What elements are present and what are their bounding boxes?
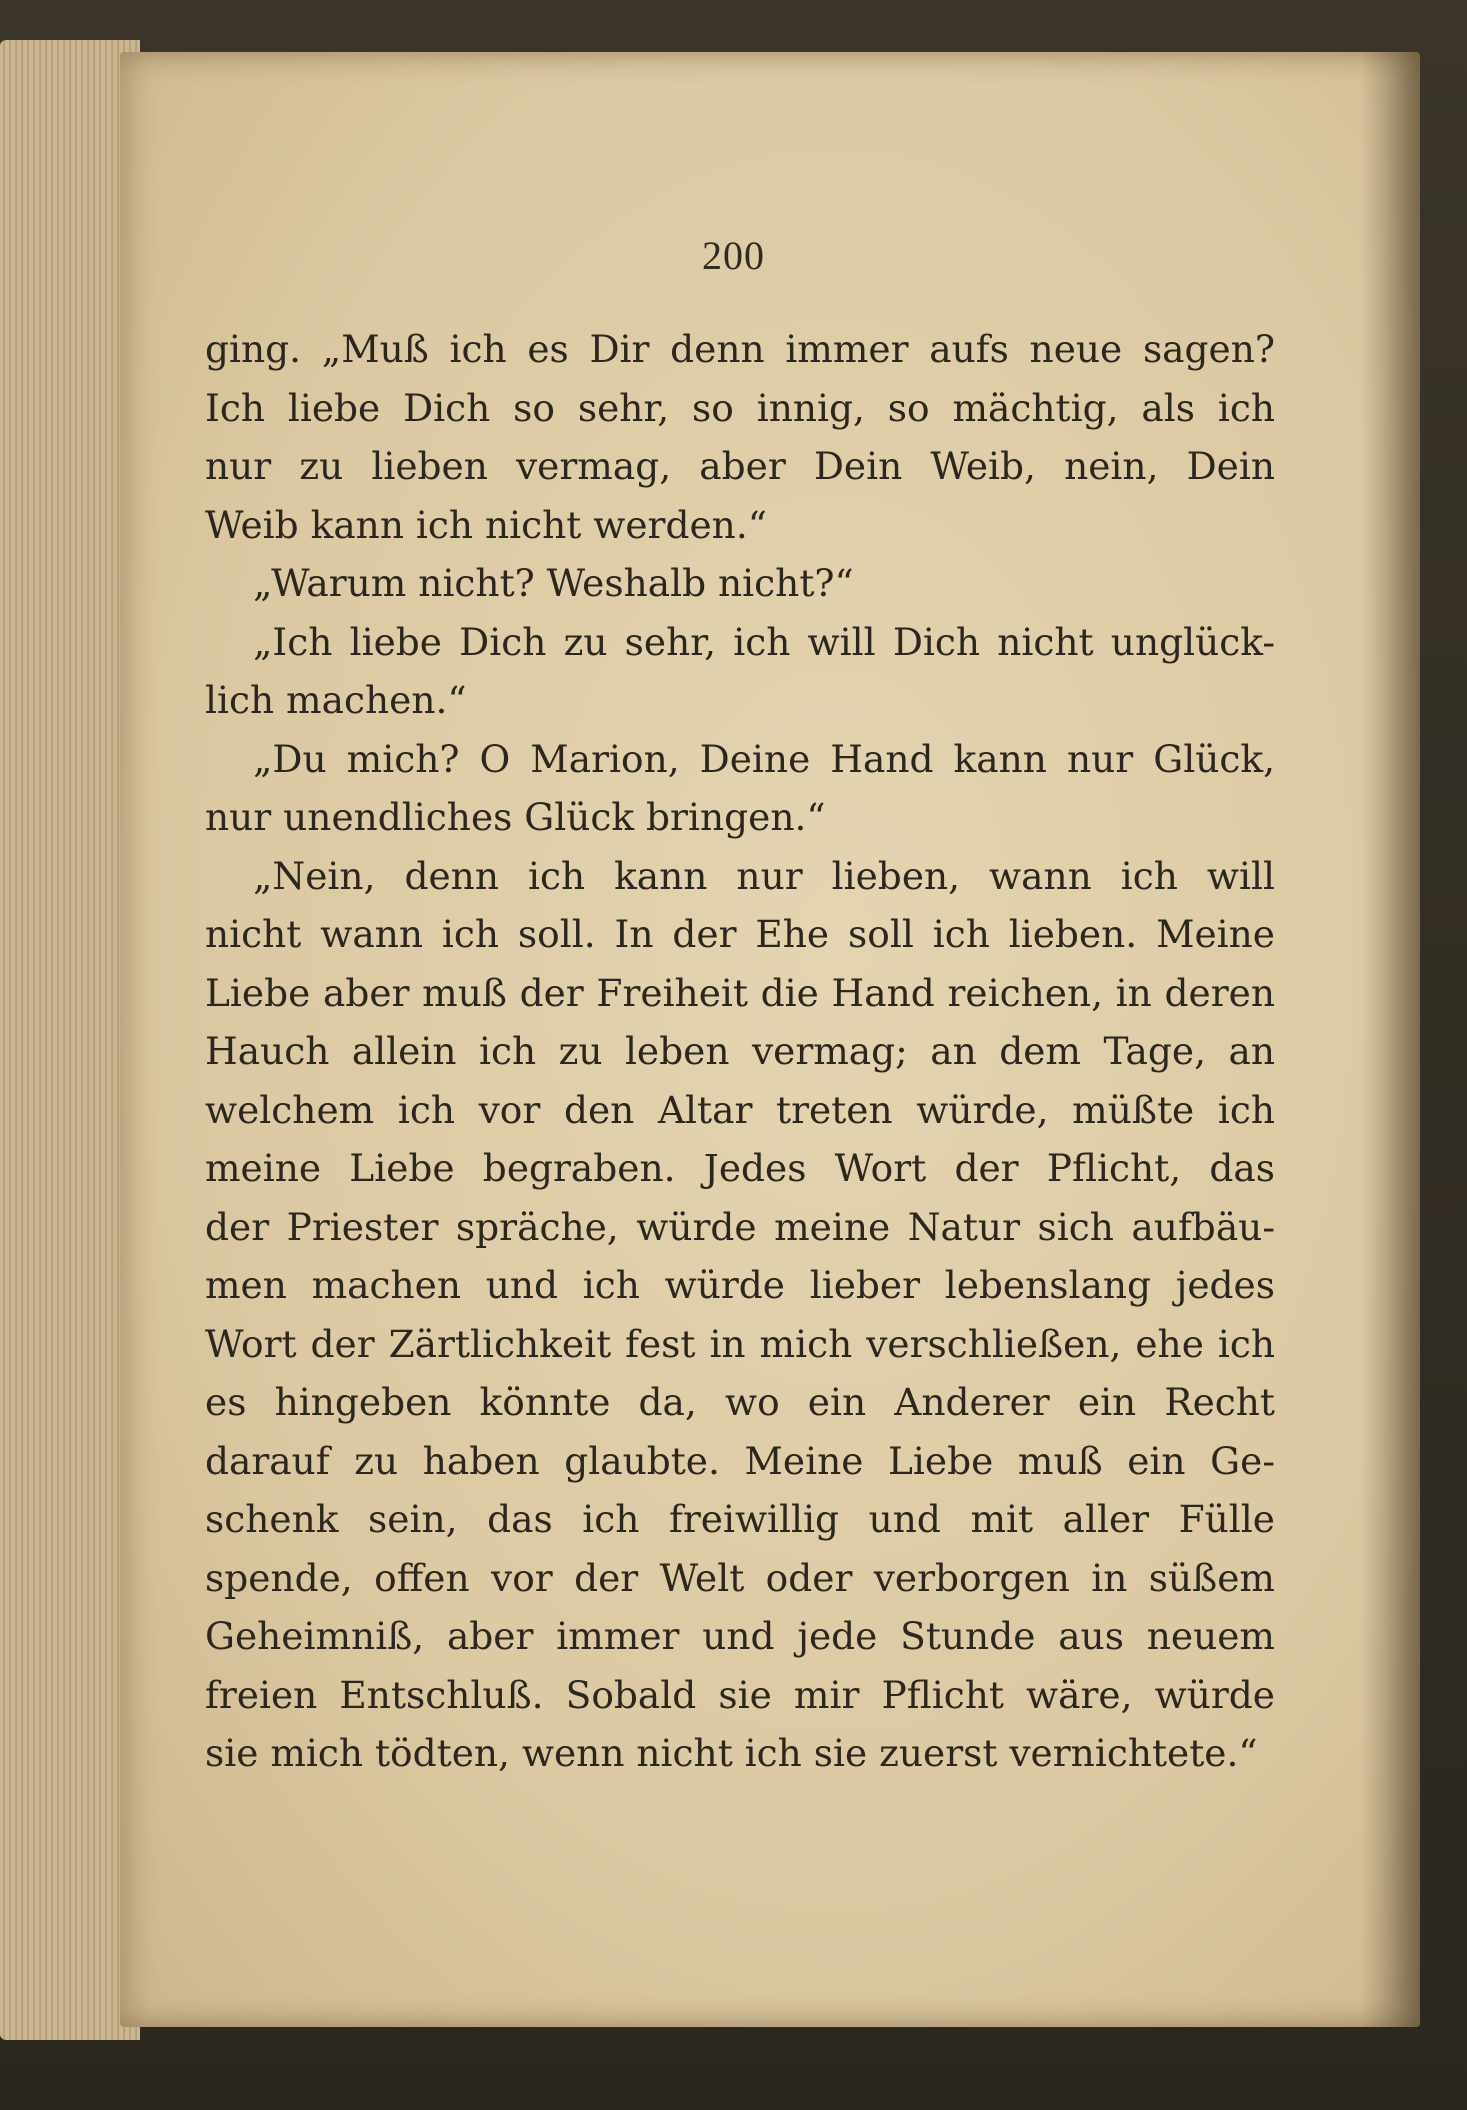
- text-line: darauf zu haben glaubte. Meine Liebe muß ein Ge-: [205, 1438, 1275, 1483]
- text-line: ging. „Muß ich es Dir denn immer aufs neue sagen?: [205, 327, 1275, 371]
- text-line: welchem ich vor den Altar treten würde, müßte ich: [205, 1087, 1275, 1132]
- text-line: der Priester spräche, würde meine Natur sich aufbäu-: [205, 1204, 1275, 1249]
- text-line: Weib kann ich nicht werden.“: [205, 502, 767, 547]
- text-line: schenk sein, das ich freiwillig und mit aller Fülle: [205, 1497, 1275, 1541]
- text-line: „Nein, denn ich kann nur lieben, wann ich will: [253, 853, 1275, 898]
- page-edges: [0, 40, 140, 2040]
- spine-shadow: [1360, 52, 1420, 2027]
- text-line: lich machen.“: [205, 678, 467, 722]
- text-block: [205, 320, 1275, 1783]
- text-line: Geheimniß, aber immer und jede Stunde aus neuem: [205, 1614, 1275, 1658]
- text-line: es hingeben könnte da, wo ein Anderer ein Recht: [205, 1380, 1275, 1424]
- page-number: 200: [702, 233, 765, 278]
- text-line: nur unendliches Glück bringen.“: [205, 795, 826, 839]
- text-line: men machen und ich würde lieber lebenslang jedes: [205, 1263, 1275, 1307]
- text-line: sie mich tödten, wenn nicht ich sie zuerst vernichtete.“: [205, 1731, 1258, 1775]
- text-line: „Du mich? O Marion, Deine Hand kann nur Glück,: [253, 736, 1275, 781]
- text-line: „Ich liebe Dich zu sehr, ich will Dich nicht unglück-: [253, 619, 1275, 664]
- text-line: meine Liebe begraben. Jedes Wort der Pflicht, das: [205, 1146, 1275, 1190]
- text-line: Hauch allein ich zu leben vermag; an dem Tage, an: [205, 1029, 1275, 1073]
- text-line: spende, offen vor der Welt oder verborgen in süßem: [205, 1555, 1275, 1600]
- text-line: freien Entschluß. Sobald sie mir Pflicht wäre, würde: [205, 1672, 1275, 1717]
- text-line: „Warum nicht? Weshalb nicht?“: [253, 561, 854, 605]
- text-line: Wort der Zärtlichkeit fest in mich verschließen, ehe ich: [205, 1321, 1275, 1366]
- text-line: nicht wann ich soll. In der Ehe soll ich lieben. Meine: [205, 912, 1275, 956]
- text-line: nur zu lieben vermag, aber Dein Weib, nein, Dein: [205, 444, 1275, 488]
- text-line: Ich liebe Dich so sehr, so innig, so mächtig, als ich: [205, 385, 1275, 430]
- text-line: Liebe aber muß der Freiheit die Hand reichen, in deren: [205, 970, 1275, 1015]
